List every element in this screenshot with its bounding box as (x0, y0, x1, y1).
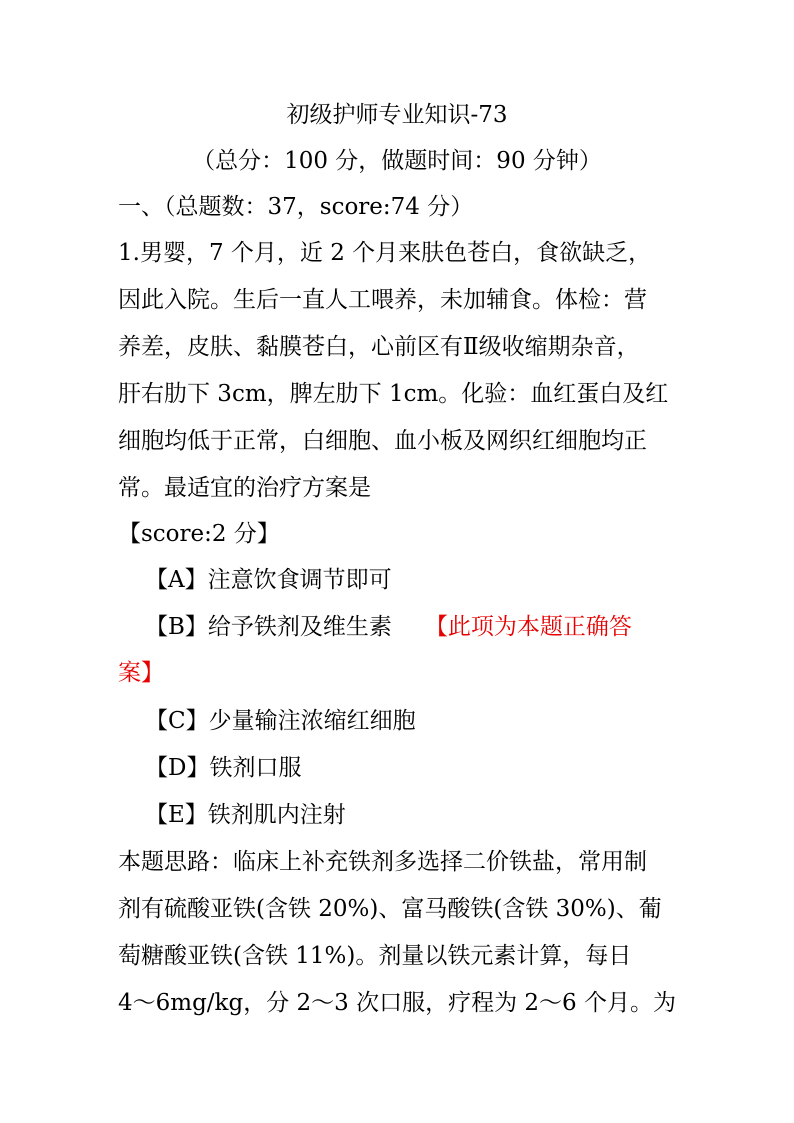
explanation-line: 萄糖酸亚铁(含铁 11%)。剂量以铁元素计算，每日 (118, 943, 632, 969)
option-e: 【E】铁剂肌内注射 (145, 802, 346, 828)
question-text-line: 因此入院。生后一直人工喂养，未加辅食。体检：营 (118, 287, 647, 313)
option-a: 【A】注意饮食调节即可 (145, 567, 392, 593)
document-title: 初级护师专业知识-73 (286, 102, 508, 128)
option-c: 【C】少量输注浓缩红细胞 (145, 708, 416, 734)
question-text-line: 常。最适宜的治疗方案是 (118, 475, 371, 501)
question-text-line: 细胞均低于正常，白细胞、血小板及网织红细胞均正 (118, 428, 647, 454)
question-text-line: 1.男婴，7 个月，近 2 个月来肤色苍白，食欲缺乏， (118, 240, 652, 266)
document-subtitle: （总分：100 分，做题时间：90 分钟） (192, 148, 602, 174)
explanation-line: 本题思路：临床上补充铁剂多选择二价铁盐，常用制 (118, 849, 647, 875)
section-header: 一、（总题数：37，score:74 分） (118, 194, 474, 220)
option-b-label: 【B】给予铁剂及维生素 (145, 614, 392, 640)
explanation-line: 剂有硫酸亚铁(含铁 20%)、富马酸铁(含铁 30%)、葡 (118, 896, 662, 922)
question-text-line: 养差，皮肤、黏膜苍白，心前区有Ⅱ级收缩期杂音， (118, 334, 640, 360)
question-text-line: 肝右肋下 3cm，脾左肋下 1cm。化验：血红蛋白及红 (118, 381, 669, 407)
correct-answer-note-continued: 案】 (118, 660, 164, 686)
option-b (145, 612, 632, 642)
option-d: 【D】铁剂口服 (145, 755, 302, 781)
explanation-line: 4～6mg/kg，分 2～3 次口服，疗程为 2～6 个月。为 (118, 990, 676, 1016)
question-score: 【score:2 分】 (118, 521, 280, 547)
correct-answer-note: 【此项为本题正确答 (424, 614, 632, 640)
